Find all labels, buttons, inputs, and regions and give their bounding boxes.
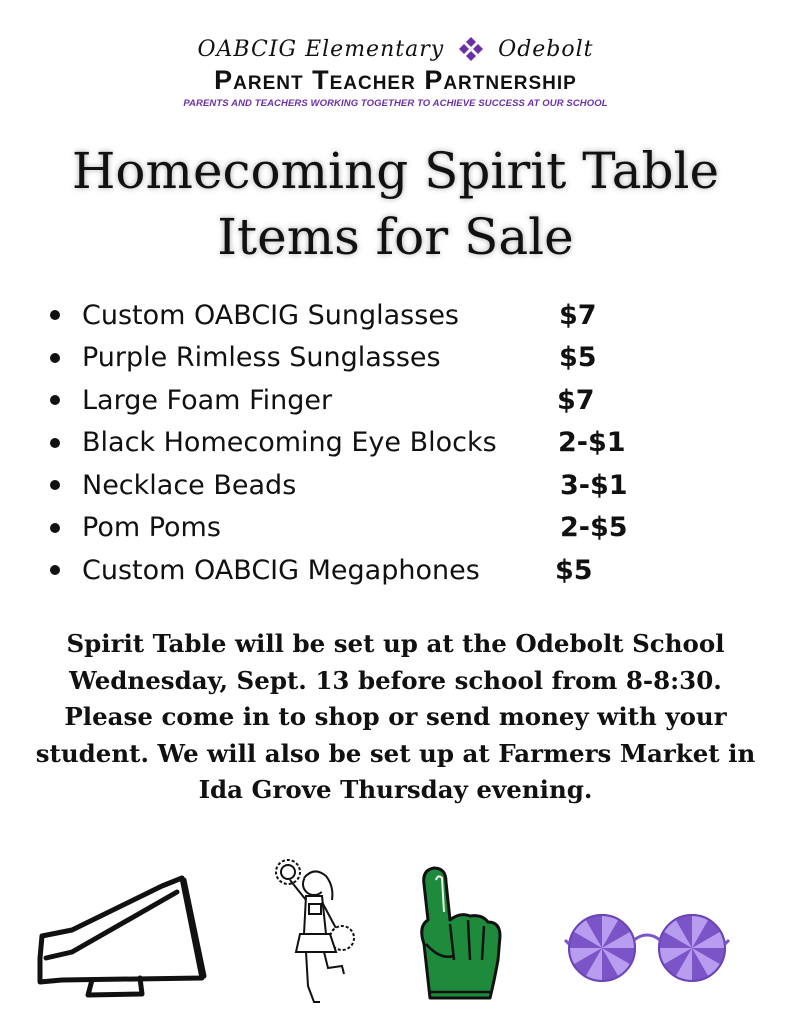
item-price: $5 [559, 342, 597, 374]
info-line: Wednesday, Sept. 13 before school from 8-8:30. [69, 665, 722, 695]
bullet-icon [50, 353, 60, 363]
school-name-left: OABCIG Elementary [197, 36, 445, 62]
title-line-1: Homecoming Spirit Table [71, 142, 720, 200]
item-price: 2-$1 [558, 427, 626, 459]
bullet-icon [50, 395, 60, 405]
bullet-icon [50, 523, 60, 533]
bullet-icon [50, 565, 60, 575]
header [0, 36, 791, 109]
item-price: 2-$5 [560, 512, 628, 544]
item-name: Large Foam Finger [82, 384, 333, 416]
item-name: Necklace Beads [82, 469, 297, 501]
item-price: $5 [555, 554, 593, 586]
info-line: Ida Grove Thursday evening. [198, 775, 593, 804]
list-item [50, 422, 670, 465]
item-price: $7 [557, 384, 595, 416]
item-name: Custom OABCIG Megaphones [82, 554, 480, 586]
info-line: Spirit Table will be set up at the Odebolt School [66, 629, 725, 658]
event-info [0, 626, 791, 809]
item-name: Pom Poms [82, 512, 221, 544]
item-list [50, 294, 670, 592]
bullet-icon [50, 480, 60, 490]
diamond-logo-icon [458, 36, 484, 62]
org-name: Parent Teacher Partnership [214, 65, 577, 95]
foam-finger-icon [410, 864, 506, 1004]
tagline: PARENTS AND TEACHERS WORKING TOGETHER TO ACHIEVE SUCCESS AT OUR SCHOOL [183, 98, 608, 109]
info-line: Please come in to shop or send money with your [64, 702, 727, 731]
item-price: 3-$1 [560, 469, 628, 501]
list-item [50, 464, 670, 507]
item-name: Purple Rimless Sunglasses [82, 342, 441, 374]
page-title [0, 138, 791, 270]
sunglasses-icon [564, 908, 730, 988]
list-item [50, 294, 670, 337]
school-name-right: Odebolt [498, 36, 594, 62]
item-price: $7 [559, 299, 597, 331]
bullet-icon [50, 438, 60, 448]
megaphone-icon [32, 872, 222, 1002]
list-item [50, 507, 670, 550]
bullet-icon [50, 310, 60, 320]
school-line [0, 36, 791, 62]
title-line-2: Items for Sale [217, 208, 574, 266]
list-item [50, 379, 670, 422]
list-item [50, 549, 670, 592]
item-name: Custom OABCIG Sunglasses [82, 299, 459, 331]
item-name: Black Homecoming Eye Blocks [82, 427, 497, 459]
cheerleader-icon [268, 856, 364, 1006]
info-line: student. We will also be set up at Farmers Market in [35, 738, 756, 768]
list-item [50, 337, 670, 380]
